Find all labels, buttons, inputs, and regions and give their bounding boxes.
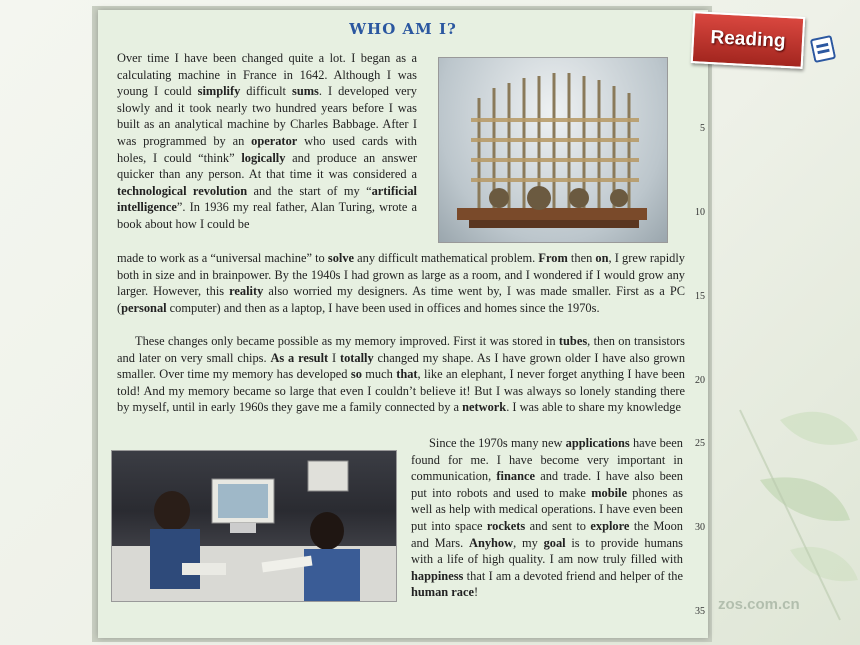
line-number-35: 35 [695,606,705,617]
text-run: . I developed very slowly and it took nearly two hundred years before I was built as an analytical machine by Charles Babbage. After I was programmed by an [117,84,417,148]
vocab-word: that [396,367,418,382]
vocab-word: tubes [558,334,588,348]
text-run: difficult [240,84,292,99]
text-run: ! [473,585,479,600]
text-run: who used cards with holes, I could “think” [117,133,417,165]
text-run: Since the 1970s many new [429,436,566,450]
vocab-word: network [462,400,507,415]
leaf-decoration [720,380,860,630]
text-run: and produce an answer quicker than any person. At that time it was considered a [117,150,417,182]
vocab-word: mobile [591,485,627,500]
analytical-engine-illustration [439,58,667,242]
text-run: , like an elephant, I never forget anything I have been told! And my memory became so large that even I couldn’t believe it! But I was always so lonely standing there by myself, until in early 1960s they gave me a family connected by a [117,367,685,415]
line-number-30: 30 [695,522,705,533]
line-number-10: 10 [695,207,705,218]
text-run: also worried my designers. As time went by, I was made smaller. First as a PC ( [117,284,685,315]
vocab-word: solve [327,251,355,265]
vocab-word: artificial intelligence [117,183,417,215]
text-run: Over time I have been changed quite a lot. I began as a calculating machine in France in 1642. Although I was young I could [117,51,417,99]
text-run: have been found for me. I have become very important in communication, [411,436,683,484]
paragraph-1 [117,50,417,233]
text-run: These changes only became possible as my memory improved. First it was stored in [135,334,559,348]
text-run: , then on transistors and later on very small chips. [117,334,685,365]
watermark: zos.com.cn [718,596,800,613]
paragraph-3 [411,435,683,601]
paragraph-1-continued [117,250,685,316]
vocab-word: reality [229,284,264,299]
paragraph-2 [117,333,685,416]
vocab-word: totally [339,350,374,365]
vocab-word: goal [543,535,566,550]
line-number-20: 20 [695,375,705,386]
vocab-word: As a result [270,350,329,365]
vocab-word: simplify [197,84,241,99]
vocab-word: rockets [486,518,526,533]
vocab-word: sums [292,84,319,99]
vocab-word: personal [121,300,167,315]
text-run: , I grew rapidly both in size and in brainpower. By the 1940s I had grown as large as a room, and I wondered if I would grow any larger. However, this [117,251,685,299]
text-run: and trade. I have also been put into robots and used to make [411,469,684,500]
vocab-word: logically [241,150,286,165]
text-run: made to work as a “universal machine” to [117,251,328,265]
vocab-word: applications [565,436,630,450]
text-run: and the start of my “ [247,183,372,198]
text-run: that I am a devoted friend and helper of the [463,568,683,583]
vocab-word: finance [496,469,535,484]
vocab-word: happiness [411,568,464,583]
reading-badge: Reading [691,11,806,69]
vocab-word: From [538,251,568,265]
vocab-word: on [595,251,609,265]
text-run: much [361,367,397,382]
text-run: phones as well as help with medical operations. I have even been put into space [411,485,684,533]
text-run: then [567,251,596,265]
text-run: ”. In 1936 my real father, Alan Turing, wrote a book about how I could be [117,200,417,231]
text-run: any difficult mathematical problem. [354,251,539,265]
line-number-25: 25 [695,438,705,449]
textbook-page [98,10,708,638]
book-icon [810,34,837,64]
text-run: , my [513,535,544,550]
line-number-15: 15 [695,291,705,302]
text-run: computer) and then as a laptop, I have been used in offices and homes since the 1970s. [166,300,600,315]
office-illustration [112,451,396,601]
line-number-5: 5 [700,123,705,134]
analytical-engine-photo [438,57,668,243]
page-title: WHO AM I? [349,20,457,38]
vocab-word: operator [251,133,298,148]
vocab-word: human race [411,585,474,600]
text-run: the Moon and Mars. [411,518,683,550]
text-run: . I was able to share my knowledge [506,400,681,415]
vocab-word: so [350,367,362,382]
vocab-word: Anyhow [469,535,514,550]
vocab-word: technological revolution [117,183,248,198]
text-run: changed my shape. As I have grown older I have also grown smaller. Over time my memory has developed [117,350,686,382]
text-run: is to provide humans with a life of high quality. I am now truly filled with [411,535,683,567]
text-run: I [328,350,340,365]
vocab-word: explore [590,518,630,533]
text-run: and sent to [525,518,591,533]
office-workers-photo [111,450,397,602]
